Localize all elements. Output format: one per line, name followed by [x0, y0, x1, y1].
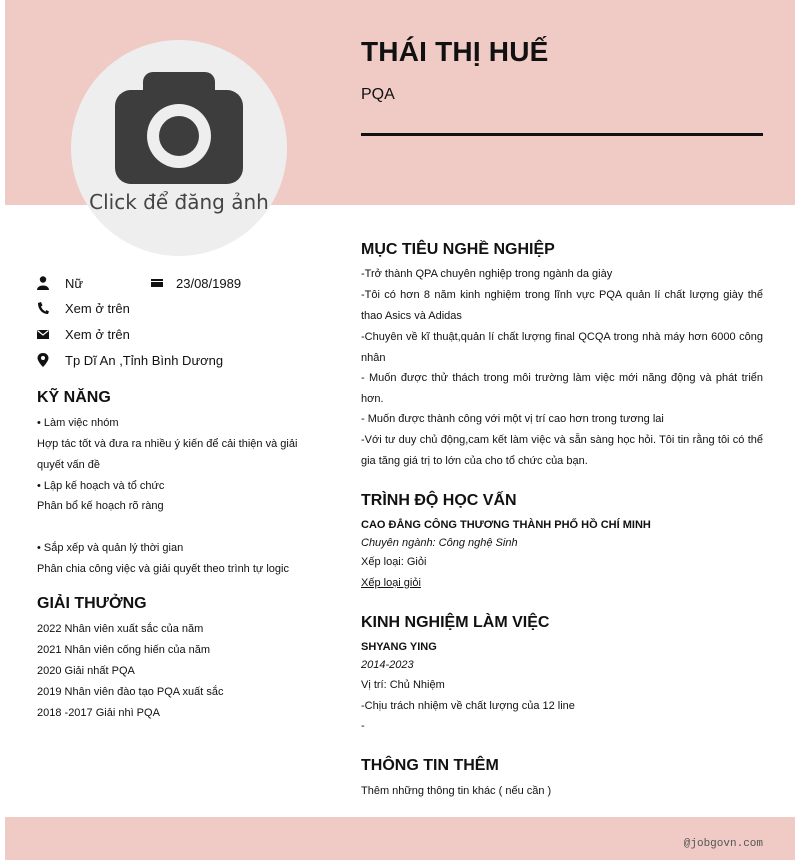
- objective-item: - Muốn được thử thách trong môi trường làm việc mới năng động và phát triển hơn.: [361, 372, 763, 405]
- work-extra: -: [361, 720, 365, 732]
- phone-icon: [37, 301, 49, 315]
- skill-line: Phân chia công việc và giải quyết theo trình tự logic: [37, 563, 289, 575]
- photo-upload-label: Click để đăng ảnh: [89, 190, 269, 214]
- footer-brand: @jobgovn.com: [683, 838, 763, 850]
- photo-upload[interactable]: [71, 40, 287, 256]
- objective-title: MỤC TIÊU NGHỀ NGHIỆP: [361, 241, 555, 258]
- education-title: TRÌNH ĐỘ HỌC VẤN: [361, 492, 517, 509]
- work-position: Vị trí: Chủ Nhiệm: [361, 679, 445, 691]
- experience-title: KINH NGHIỆM LÀM VIỆC: [361, 614, 550, 631]
- more-info-text: Thêm những thông tin khác ( nếu cần ): [361, 785, 552, 797]
- grade-link[interactable]: Xếp loại giỏi: [361, 577, 421, 589]
- email-value: Xem ở trên: [65, 327, 130, 342]
- award-line: 2018 -2017 Giải nhì PQA: [37, 707, 160, 719]
- skill-line: Phân bổ kế hoạch rõ ràng: [37, 500, 164, 512]
- calendar-icon: [151, 276, 163, 290]
- objective-item: - Muốn được thành công với một vị trí cao hơn trong tương lai: [361, 413, 664, 425]
- skills-title: KỸ NĂNG: [37, 389, 111, 406]
- skill-line: quyết vấn đề: [37, 459, 100, 471]
- school-name: CAO ĐẲNG CÔNG THƯƠNG THÀNH PHỐ HỒ CHÍ MINH: [361, 519, 651, 531]
- award-line: 2019 Nhân viên đào tạo PQA xuất sắc: [37, 686, 224, 698]
- work-duty: -Chịu trách nhiệm về chất lượng của 12 line: [361, 700, 575, 712]
- objective-item: -Trở thành QPA chuyên nghiệp trong ngành da giày: [361, 268, 613, 280]
- awards-title: GIẢI THƯỞNG: [37, 595, 147, 612]
- skill-line: Hợp tác tốt và đưa ra nhiều ý kiến để cải thiện và giải: [37, 438, 298, 450]
- candidate-role: PQA: [361, 86, 395, 103]
- camera-icon: [115, 72, 243, 184]
- award-line: 2020 Giải nhất PQA: [37, 665, 135, 677]
- grade: Xếp loại: Giỏi: [361, 556, 427, 568]
- address-value: Tp Dĩ An ,Tỉnh Bình Dương: [65, 353, 224, 368]
- phone-value: Xem ở trên: [65, 301, 130, 316]
- mail-icon: [37, 327, 49, 341]
- person-icon: [37, 276, 49, 290]
- more-info-title: THÔNG TIN THÊM: [361, 757, 499, 774]
- candidate-name: THÁI THỊ HUẾ: [361, 36, 549, 67]
- work-period: 2014-2023: [361, 659, 414, 671]
- objective-item: -Với tư duy chủ động,cam kết làm việc và sẵn sàng học hỏi. Tôi tin rằng tôi có thể gia tăng giá trị to lớn của cho tổ chức của bạn.: [361, 434, 763, 467]
- company-name: SHYANG YING: [361, 641, 437, 653]
- footer-band: [5, 817, 795, 860]
- major: Chuyên ngành: Công nghệ Sinh: [361, 537, 518, 549]
- skill-line: • Sắp xếp và quản lý thời gian: [37, 542, 184, 554]
- birthdate-value: 23/08/1989: [176, 276, 242, 291]
- award-line: 2022 Nhân viên xuất sắc của năm: [37, 623, 204, 635]
- skill-line: • Lập kế hoạch và tổ chức: [37, 480, 165, 492]
- skill-line: • Làm việc nhóm: [37, 417, 119, 429]
- location-pin-icon: [37, 353, 49, 367]
- objective-item: -Tôi có hơn 8 năm kinh nghiệm trong lĩnh vực PQA quản lí chất lượng giày thể thao Asics và Adidas: [361, 289, 763, 322]
- gender-value: Nữ: [65, 276, 84, 291]
- header-divider: [361, 133, 763, 136]
- objective-item: -Chuyên về kĩ thuật,quản lí chất lượng final QCQA trong nhà máy hơn 6000 công nhân: [361, 331, 763, 364]
- award-line: 2021 Nhân viên cống hiến của năm: [37, 644, 211, 656]
